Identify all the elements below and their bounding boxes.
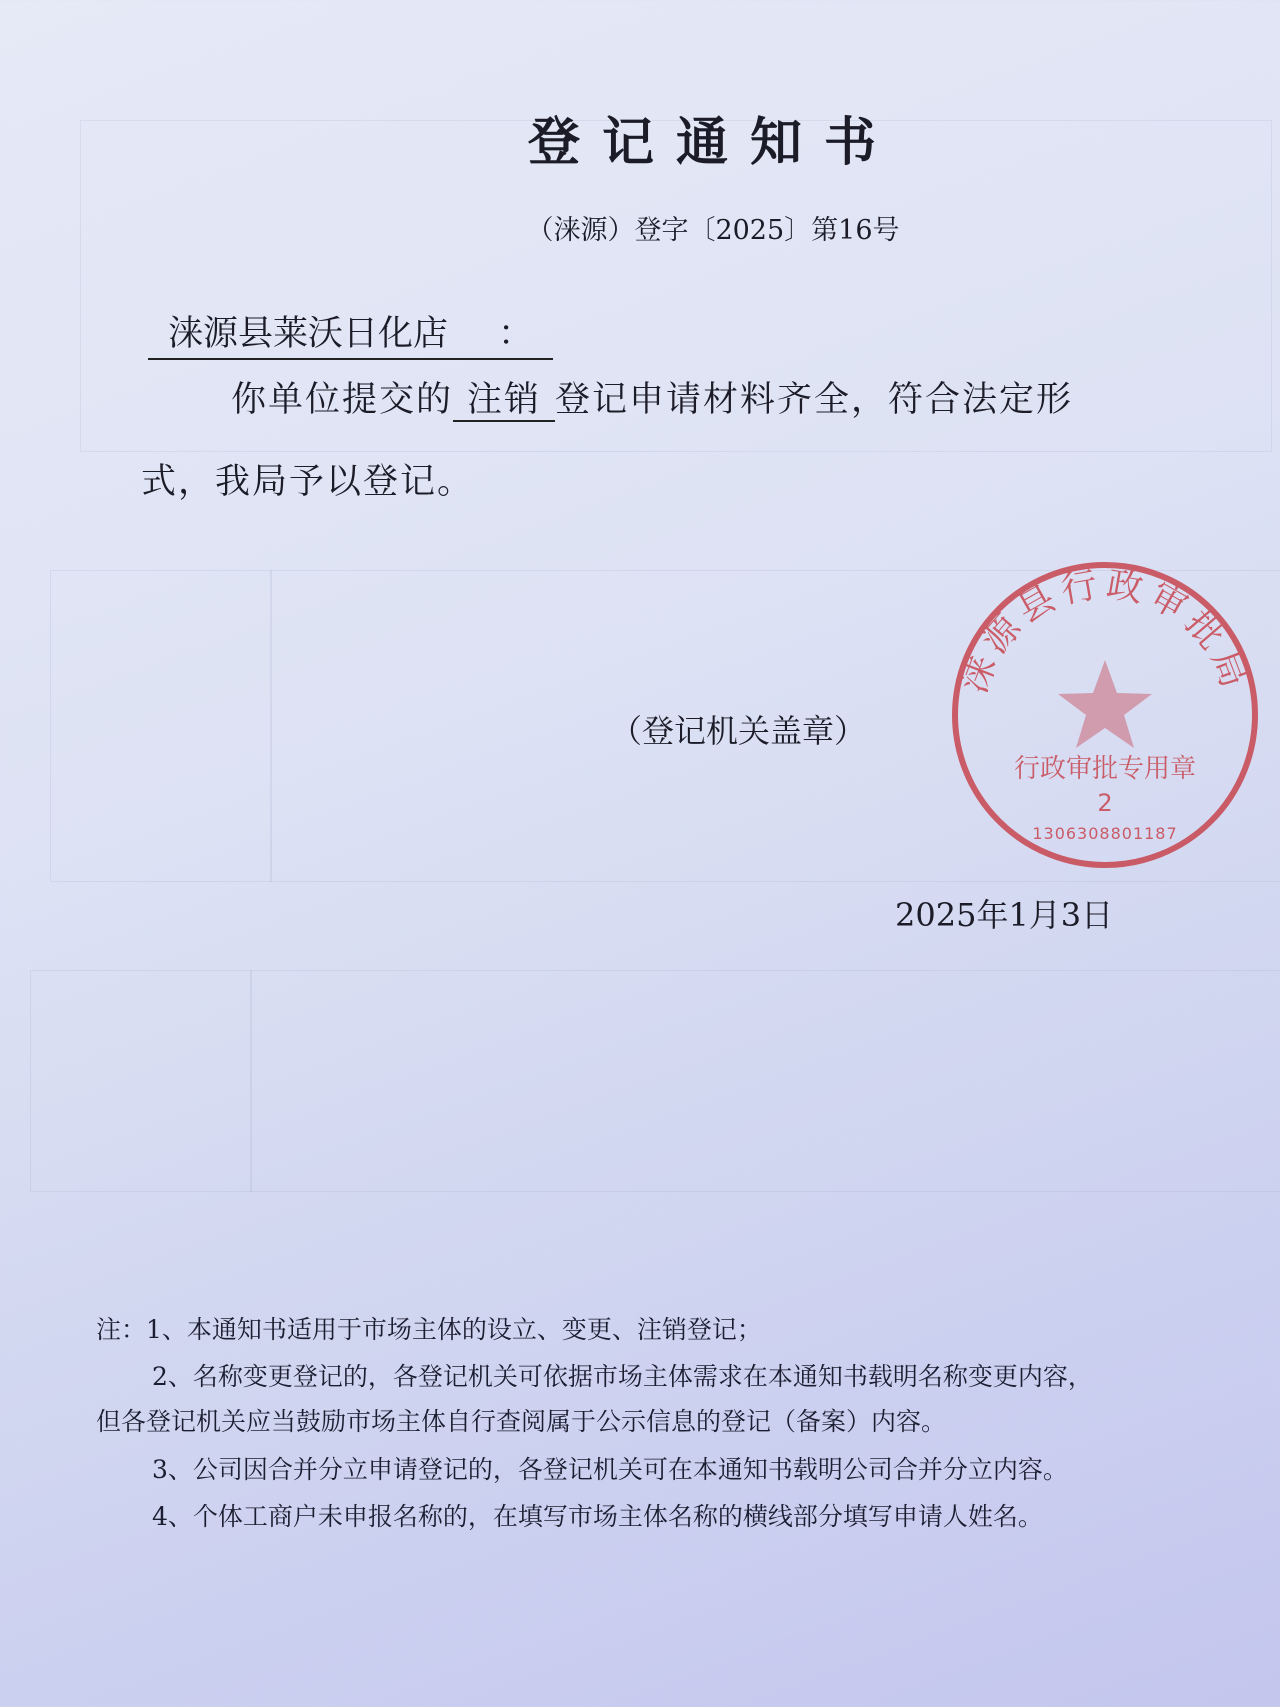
addressee-name: 涞源县莱沃日化店 xyxy=(168,314,449,354)
seal-inner-text: 行政审批专用章 xyxy=(1013,754,1197,784)
note-2-cont: 但各登记机关应当鼓励市场主体自行查阅属于公示信息的登记（备案）内容。 xyxy=(96,1407,947,1436)
star-icon xyxy=(1058,660,1152,748)
seal-code: 1306308801187 xyxy=(1032,824,1178,843)
ghost-table-bottom xyxy=(30,970,1280,1192)
seal-label: （登记机关盖章） xyxy=(610,712,867,750)
official-seal-stamp xyxy=(945,555,1265,875)
seal-number: 2 xyxy=(1097,789,1113,817)
issue-date: 2025年1月3日 xyxy=(895,896,1114,934)
body-line-1 xyxy=(231,372,1073,422)
document-number: （涞源）登字〔2025〕第16号 xyxy=(526,215,900,246)
note-4: 4、个体工商户未申报名称的，在填写市场主体名称的横线部分填写申请人姓名。 xyxy=(152,1502,1043,1531)
document-title: 登记通知书 xyxy=(527,113,898,173)
registration-type: 注销 xyxy=(453,380,555,422)
body-prefix: 你单位提交的 xyxy=(231,380,454,420)
seal-outer-text: 涞源县行政审批局 xyxy=(953,563,1257,699)
note-1: 注：1、本通知书适用于市场主体的设立、变更、注销登记； xyxy=(96,1315,762,1344)
body-line-2: 式，我局予以登记。 xyxy=(141,462,475,502)
addressee-colon: ： xyxy=(498,314,534,354)
ghost-column xyxy=(250,970,252,1192)
note-3: 3、公司因合并分立申请登记的，各登记机关可在本通知书载明公司合并分立内容。 xyxy=(152,1455,1068,1484)
ghost-column xyxy=(270,570,272,882)
addressee xyxy=(148,306,553,360)
note-2: 2、名称变更登记的，各登记机关可依据市场主体需求在本通知书载明名称变更内容， xyxy=(152,1362,1093,1391)
body-suffix: 登记申请材料齐全，符合法定形 xyxy=(555,380,1074,420)
